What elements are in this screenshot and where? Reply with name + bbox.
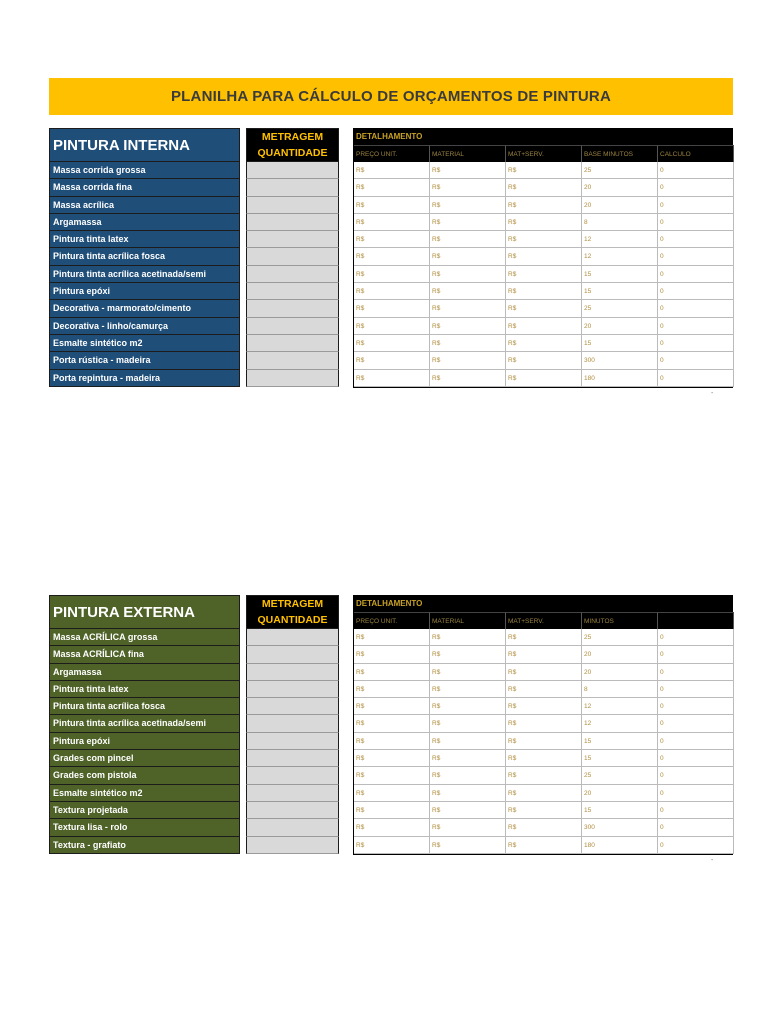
calculation-cell: 0 — [658, 646, 734, 663]
column-header: MAT+SERV. — [506, 612, 582, 629]
quantity-input-cell[interactable] — [246, 750, 339, 767]
unit-price-cell: R$ — [354, 300, 430, 317]
material-cell: R$ — [430, 214, 506, 231]
quantity-input-cell[interactable] — [246, 733, 339, 750]
item-label: Pintura tinta acrílica acetinada/semi — [49, 266, 240, 283]
material-service-cell: R$ — [506, 646, 582, 663]
material-cell: R$ — [430, 248, 506, 265]
material-service-cell: R$ — [506, 197, 582, 214]
column-header: MATERIAL — [430, 612, 506, 629]
calculation-cell: 0 — [658, 231, 734, 248]
material-cell: R$ — [430, 629, 506, 646]
item-label: Massa acrílica — [49, 197, 240, 214]
quantity-input-cell[interactable] — [246, 767, 339, 784]
minutes-cell: 12 — [582, 715, 658, 732]
calculation-cell: 0 — [658, 266, 734, 283]
calculation-cell: 0 — [658, 179, 734, 196]
calculation-cell: 0 — [658, 785, 734, 802]
calculation-cell: 0 — [658, 837, 734, 854]
material-service-cell: R$ — [506, 785, 582, 802]
quantity-header-line1: METRAGEM — [261, 131, 324, 143]
minutes-cell: 12 — [582, 231, 658, 248]
item-label: Grades com pistola — [49, 767, 240, 784]
material-cell: R$ — [430, 733, 506, 750]
material-cell: R$ — [430, 646, 506, 663]
material-service-cell: R$ — [506, 266, 582, 283]
quantity-input-cell[interactable] — [246, 715, 339, 732]
calculation-cell: 0 — [658, 819, 734, 836]
item-label: Textura - grafiato — [49, 837, 240, 854]
material-service-cell: R$ — [506, 681, 582, 698]
minutes-cell: 12 — [582, 698, 658, 715]
quantity-input-cell[interactable] — [246, 179, 339, 196]
material-cell: R$ — [430, 283, 506, 300]
minutes-cell: 8 — [582, 214, 658, 231]
material-service-cell: R$ — [506, 248, 582, 265]
material-service-cell: R$ — [506, 664, 582, 681]
material-cell: R$ — [430, 162, 506, 179]
unit-price-cell: R$ — [354, 318, 430, 335]
quantity-input-cell[interactable] — [246, 197, 339, 214]
material-cell: R$ — [430, 231, 506, 248]
item-label: Massa corrida fina — [49, 179, 240, 196]
calculation-cell: 0 — [658, 197, 734, 214]
material-service-cell: R$ — [506, 370, 582, 387]
unit-price-cell: R$ — [354, 197, 430, 214]
minutes-cell: 20 — [582, 664, 658, 681]
material-service-cell: R$ — [506, 698, 582, 715]
item-label: Pintura tinta latex — [49, 681, 240, 698]
material-cell: R$ — [430, 197, 506, 214]
material-cell: R$ — [430, 819, 506, 836]
item-label: Textura lisa - rolo — [49, 819, 240, 836]
quantity-input-cell[interactable] — [246, 283, 339, 300]
item-label: Porta repintura - madeira — [49, 370, 240, 387]
unit-price-cell: R$ — [354, 162, 430, 179]
material-service-cell: R$ — [506, 837, 582, 854]
material-cell: R$ — [430, 318, 506, 335]
calculation-cell: 0 — [658, 715, 734, 732]
material-service-cell: R$ — [506, 767, 582, 784]
calculation-cell: 0 — [658, 698, 734, 715]
quantity-input-cell[interactable] — [246, 231, 339, 248]
minutes-cell: 15 — [582, 266, 658, 283]
quantity-header-line1: METRAGEM — [261, 598, 324, 610]
minutes-cell: 180 — [582, 370, 658, 387]
external-quantity-list — [246, 629, 339, 854]
column-header: MINUTOS — [582, 612, 658, 629]
minutes-cell: 15 — [582, 733, 658, 750]
page-title: PLANILHA PARA CÁLCULO DE ORÇAMENTOS DE PINTURA — [49, 78, 733, 115]
quantity-input-cell[interactable] — [246, 646, 339, 663]
internal-detail-grid — [354, 145, 732, 387]
external-detail-title: DETALHAMENTO — [353, 595, 733, 612]
unit-price-cell: R$ — [354, 629, 430, 646]
calculation-cell: 0 — [658, 629, 734, 646]
minutes-cell: 15 — [582, 802, 658, 819]
material-service-cell: R$ — [506, 802, 582, 819]
unit-price-cell: R$ — [354, 819, 430, 836]
calculation-cell: 0 — [658, 214, 734, 231]
unit-price-cell: R$ — [354, 715, 430, 732]
unit-price-cell: R$ — [354, 370, 430, 387]
calculation-cell: 0 — [658, 352, 734, 369]
unit-price-cell: R$ — [354, 698, 430, 715]
internal-items-column — [49, 128, 240, 387]
material-cell: R$ — [430, 715, 506, 732]
column-header: PREÇO UNIT. — [354, 612, 430, 629]
quantity-header-line2: QUANTIDADE — [257, 614, 328, 626]
column-header: CALCULO — [658, 145, 734, 162]
quantity-input-cell[interactable] — [246, 162, 339, 179]
minutes-cell: 8 — [582, 681, 658, 698]
calculation-cell: 0 — [658, 318, 734, 335]
unit-price-cell: R$ — [354, 266, 430, 283]
material-cell: R$ — [430, 681, 506, 698]
material-service-cell: R$ — [506, 231, 582, 248]
unit-price-cell: R$ — [354, 750, 430, 767]
minutes-cell: 20 — [582, 197, 658, 214]
item-label: Textura projetada — [49, 802, 240, 819]
quantity-input-cell[interactable] — [246, 681, 339, 698]
calculation-cell: 0 — [658, 802, 734, 819]
item-label: Pintura tinta latex — [49, 231, 240, 248]
internal-detail-title: DETALHAMENTO — [353, 128, 733, 145]
material-cell: R$ — [430, 335, 506, 352]
item-label: Pintura epóxi — [49, 733, 240, 750]
quantity-input-cell[interactable] — [246, 266, 339, 283]
external-header: PINTURA EXTERNA — [49, 595, 240, 629]
material-service-cell: R$ — [506, 629, 582, 646]
calculation-cell: 0 — [658, 370, 734, 387]
material-cell: R$ — [430, 179, 506, 196]
minutes-cell: 300 — [582, 352, 658, 369]
quantity-input-cell[interactable] — [246, 352, 339, 369]
minutes-cell: 180 — [582, 837, 658, 854]
calculation-cell: 0 — [658, 283, 734, 300]
minutes-cell: 25 — [582, 629, 658, 646]
unit-price-cell: R$ — [354, 837, 430, 854]
minutes-cell: 25 — [582, 767, 658, 784]
unit-price-cell: R$ — [354, 733, 430, 750]
item-label: Esmalte sintético m2 — [49, 785, 240, 802]
quantity-input-cell[interactable] — [246, 335, 339, 352]
calculation-cell: 0 — [658, 767, 734, 784]
column-header: PREÇO UNIT. — [354, 145, 430, 162]
internal-footnote: - — [711, 390, 714, 397]
calculation-cell: 0 — [658, 335, 734, 352]
unit-price-cell: R$ — [354, 785, 430, 802]
material-service-cell: R$ — [506, 335, 582, 352]
material-cell: R$ — [430, 767, 506, 784]
unit-price-cell: R$ — [354, 646, 430, 663]
material-cell: R$ — [430, 352, 506, 369]
external-items-column — [49, 595, 240, 854]
minutes-cell: 20 — [582, 785, 658, 802]
column-header: BASE MINUTOS — [582, 145, 658, 162]
internal-quantity-column — [246, 128, 339, 387]
material-service-cell: R$ — [506, 318, 582, 335]
material-service-cell: R$ — [506, 733, 582, 750]
unit-price-cell: R$ — [354, 767, 430, 784]
internal-items-list — [49, 162, 240, 387]
minutes-cell: 25 — [582, 162, 658, 179]
unit-price-cell: R$ — [354, 352, 430, 369]
internal-quantity-list — [246, 162, 339, 387]
minutes-cell: 25 — [582, 300, 658, 317]
minutes-cell: 15 — [582, 283, 658, 300]
internal-header: PINTURA INTERNA — [49, 128, 240, 162]
material-service-cell: R$ — [506, 300, 582, 317]
minutes-cell: 300 — [582, 819, 658, 836]
item-label: Pintura tinta acrílica fosca — [49, 248, 240, 265]
item-label: Decorativa - linho/camurça — [49, 318, 240, 335]
quantity-input-cell[interactable] — [246, 248, 339, 265]
external-quantity-column — [246, 595, 339, 854]
minutes-cell: 20 — [582, 318, 658, 335]
quantity-input-cell[interactable] — [246, 802, 339, 819]
material-cell: R$ — [430, 802, 506, 819]
material-cell: R$ — [430, 698, 506, 715]
column-header: MATERIAL — [430, 145, 506, 162]
minutes-cell: 15 — [582, 750, 658, 767]
external-footnote: - — [711, 857, 714, 864]
item-label: Massa ACRÍLICA fina — [49, 646, 240, 663]
quantity-header-line2: QUANTIDADE — [257, 147, 328, 159]
material-cell: R$ — [430, 266, 506, 283]
external-detail-grid-wrap — [353, 612, 733, 855]
material-cell: R$ — [430, 300, 506, 317]
material-cell: R$ — [430, 370, 506, 387]
unit-price-cell: R$ — [354, 231, 430, 248]
quantity-input-cell[interactable] — [246, 300, 339, 317]
unit-price-cell: R$ — [354, 283, 430, 300]
column-header: MAT+SERV. — [506, 145, 582, 162]
external-detail-table — [353, 595, 733, 855]
item-label: Pintura tinta acrílica fosca — [49, 698, 240, 715]
item-label: Pintura epóxi — [49, 283, 240, 300]
column-header — [658, 612, 734, 629]
minutes-cell: 20 — [582, 179, 658, 196]
material-cell: R$ — [430, 664, 506, 681]
material-service-cell: R$ — [506, 352, 582, 369]
quantity-input-cell[interactable] — [246, 819, 339, 836]
material-cell: R$ — [430, 750, 506, 767]
unit-price-cell: R$ — [354, 802, 430, 819]
material-service-cell: R$ — [506, 283, 582, 300]
external-quantity-header — [246, 595, 339, 629]
item-label: Massa corrida grossa — [49, 162, 240, 179]
quantity-input-cell[interactable] — [246, 698, 339, 715]
material-service-cell: R$ — [506, 179, 582, 196]
item-label: Massa ACRÍLICA grossa — [49, 629, 240, 646]
unit-price-cell: R$ — [354, 248, 430, 265]
calculation-cell: 0 — [658, 733, 734, 750]
external-detail-grid — [354, 612, 732, 854]
internal-detail-table — [353, 128, 733, 388]
material-cell: R$ — [430, 785, 506, 802]
item-label: Esmalte sintético m2 — [49, 335, 240, 352]
material-service-cell: R$ — [506, 819, 582, 836]
calculation-cell: 0 — [658, 750, 734, 767]
unit-price-cell: R$ — [354, 179, 430, 196]
external-items-list — [49, 629, 240, 854]
unit-price-cell: R$ — [354, 681, 430, 698]
item-label: Argamassa — [49, 214, 240, 231]
quantity-input-cell[interactable] — [246, 318, 339, 335]
unit-price-cell: R$ — [354, 214, 430, 231]
material-cell: R$ — [430, 837, 506, 854]
internal-detail-grid-wrap — [353, 145, 733, 388]
material-service-cell: R$ — [506, 214, 582, 231]
calculation-cell: 0 — [658, 248, 734, 265]
material-service-cell: R$ — [506, 750, 582, 767]
item-label: Grades com pincel — [49, 750, 240, 767]
quantity-input-cell[interactable] — [246, 785, 339, 802]
calculation-cell: 0 — [658, 162, 734, 179]
quantity-input-cell[interactable] — [246, 837, 339, 854]
item-label: Pintura tinta acrílica acetinada/semi — [49, 715, 240, 732]
material-service-cell: R$ — [506, 162, 582, 179]
item-label: Porta rústica - madeira — [49, 352, 240, 369]
minutes-cell: 12 — [582, 248, 658, 265]
material-service-cell: R$ — [506, 715, 582, 732]
unit-price-cell: R$ — [354, 335, 430, 352]
item-label: Argamassa — [49, 664, 240, 681]
item-label: Decorativa - marmorato/cimento — [49, 300, 240, 317]
calculation-cell: 0 — [658, 681, 734, 698]
quantity-input-cell[interactable] — [246, 370, 339, 387]
unit-price-cell: R$ — [354, 664, 430, 681]
quantity-input-cell[interactable] — [246, 629, 339, 646]
minutes-cell: 15 — [582, 335, 658, 352]
minutes-cell: 20 — [582, 646, 658, 663]
quantity-input-cell[interactable] — [246, 664, 339, 681]
calculation-cell: 0 — [658, 300, 734, 317]
calculation-cell: 0 — [658, 664, 734, 681]
internal-quantity-header — [246, 128, 339, 162]
quantity-input-cell[interactable] — [246, 214, 339, 231]
